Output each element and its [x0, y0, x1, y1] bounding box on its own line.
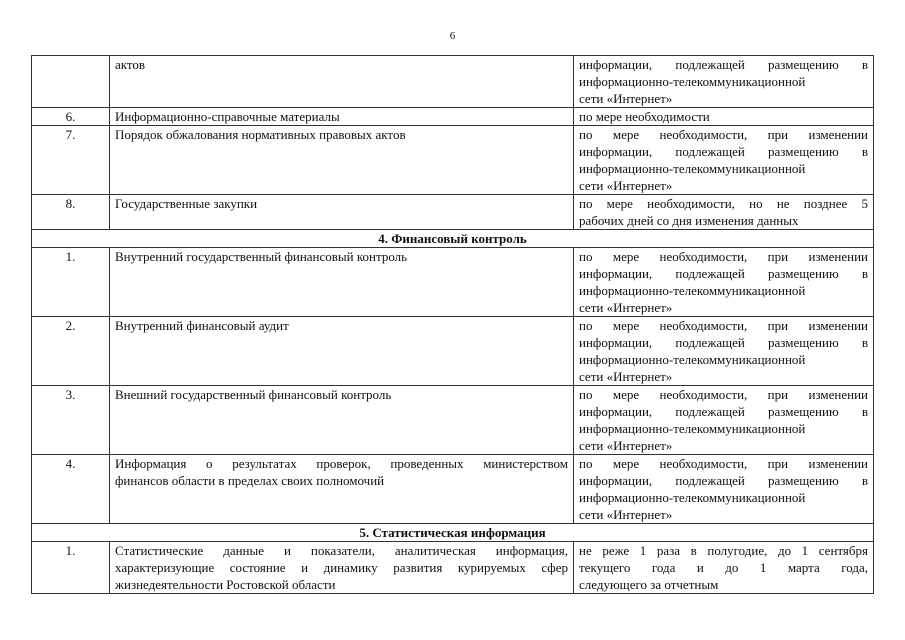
row-name: актов	[110, 56, 574, 108]
row-name: Внутренний государственный финансовый контроль	[110, 248, 574, 317]
table-row	[32, 248, 874, 317]
section-header-row	[32, 230, 874, 248]
row-period: по мере необходимости, но не позднее 5 рабочих дней со дня изменения данных	[574, 195, 874, 230]
row-name: Статистические данные и показатели, аналитическая информация, характеризующие состояние и динамику развития курируемых сфер жизнедеятельности Ростовской области	[110, 542, 574, 594]
row-period: по мере необходимости, при изменении информации, подлежащей размещению в информационно-телекоммуникационной сети «Интернет»	[574, 317, 874, 386]
table-row	[32, 195, 874, 230]
row-name: Внешний государственный финансовый контроль	[110, 386, 574, 455]
row-period: не реже 1 раза в полугодие, до 1 сентября текущего года и до 1 марта года, следующего за отчетным	[574, 542, 874, 594]
row-period: по мере необходимости, при изменении информации, подлежащей размещению в информационно-телекоммуникационной сети «Интернет»	[574, 455, 874, 524]
row-number: 7.	[32, 126, 110, 195]
row-period: информации, подлежащей размещению в информационно-телекоммуникационной сети «Интернет»	[574, 56, 874, 108]
row-number: 4.	[32, 455, 110, 524]
row-number: 8.	[32, 195, 110, 230]
row-name: Государственные закупки	[110, 195, 574, 230]
row-name: Информационно-справочные материалы	[110, 108, 574, 126]
table-row	[32, 455, 874, 524]
table-row	[32, 317, 874, 386]
row-number: 2.	[32, 317, 110, 386]
row-name: Внутренний финансовый аудит	[110, 317, 574, 386]
table-row	[32, 386, 874, 455]
row-number: 6.	[32, 108, 110, 126]
row-period: по мере необходимости, при изменении информации, подлежащей размещению в информационно-телекоммуникационной сети «Интернет»	[574, 386, 874, 455]
table-row	[32, 56, 874, 108]
table-row	[32, 108, 874, 126]
row-number	[32, 56, 110, 108]
table-row	[32, 542, 874, 594]
row-number: 3.	[32, 386, 110, 455]
row-period: по мере необходимости, при изменении информации, подлежащей размещению в информационно-телекоммуникационной сети «Интернет»	[574, 126, 874, 195]
section-title: 5. Статистическая информация	[32, 524, 874, 542]
table-row	[32, 126, 874, 195]
row-number: 1.	[32, 542, 110, 594]
row-period: по мере необходимости	[574, 108, 874, 126]
row-number: 1.	[32, 248, 110, 317]
row-name: Порядок обжалования нормативных правовых актов	[110, 126, 574, 195]
page-number: 6	[449, 30, 456, 42]
disclosure-table	[31, 55, 874, 594]
section-header-row	[32, 524, 874, 542]
section-title: 4. Финансовый контроль	[32, 230, 874, 248]
row-period: по мере необходимости, при изменении информации, подлежащей размещению в информационно-телекоммуникационной сети «Интернет»	[574, 248, 874, 317]
row-name: Информация о результатах проверок, проведенных министерством финансов области в пределах своих полномочий	[110, 455, 574, 524]
